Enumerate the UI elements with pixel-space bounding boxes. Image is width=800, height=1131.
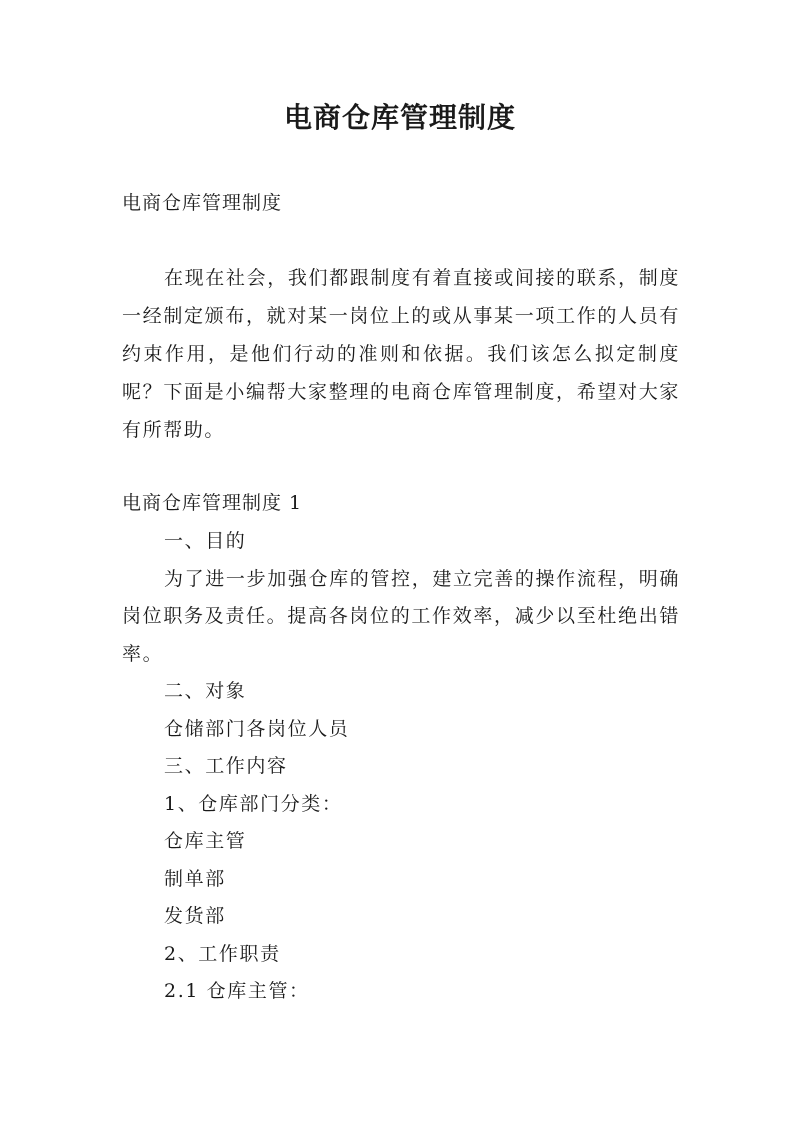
purpose-paragraph: 为了进一步加强仓库的管控，建立完善的操作流程，明确岗位职务及责任。提高各岗位的工作效率，减少以至杜绝出错率。 [122, 567, 680, 665]
duty-heading: 2、工作职责 [164, 942, 281, 965]
dept-classification-heading: 1、仓库部门分类： [164, 792, 343, 815]
work-content-heading: 三、工作内容 [164, 755, 288, 777]
dept-item-order-department: 制单部 [164, 867, 226, 890]
document-subtitle: 电商仓库管理制度 [122, 192, 283, 214]
section-body [122, 523, 680, 1011]
document-title: 电商仓库管理制度 [283, 101, 516, 134]
object-heading: 二、对象 [164, 680, 247, 702]
dept-item-warehouse-manager: 仓库主管 [164, 830, 247, 852]
purpose-heading: 一、目的 [164, 530, 247, 552]
object-text: 仓储部门各岗位人员 [164, 717, 350, 740]
dept-item-shipping-department: 发货部 [164, 905, 226, 927]
section-heading: 电商仓库管理制度 1 [122, 492, 303, 514]
intro-paragraph: 在现在社会，我们都跟制度有着直接或间接的联系，制度一经制定颁布，就对某一岗位上的或从事某一项工作的人员有约束作用，是他们行动的准则和依据。我们该怎么拟定制度呢？下面是小编帮大家整理的电商仓库管理制度，希望对大家有所帮助。 [122, 267, 680, 441]
duty-sub-heading: 2.1 仓库主管： [164, 980, 310, 1002]
